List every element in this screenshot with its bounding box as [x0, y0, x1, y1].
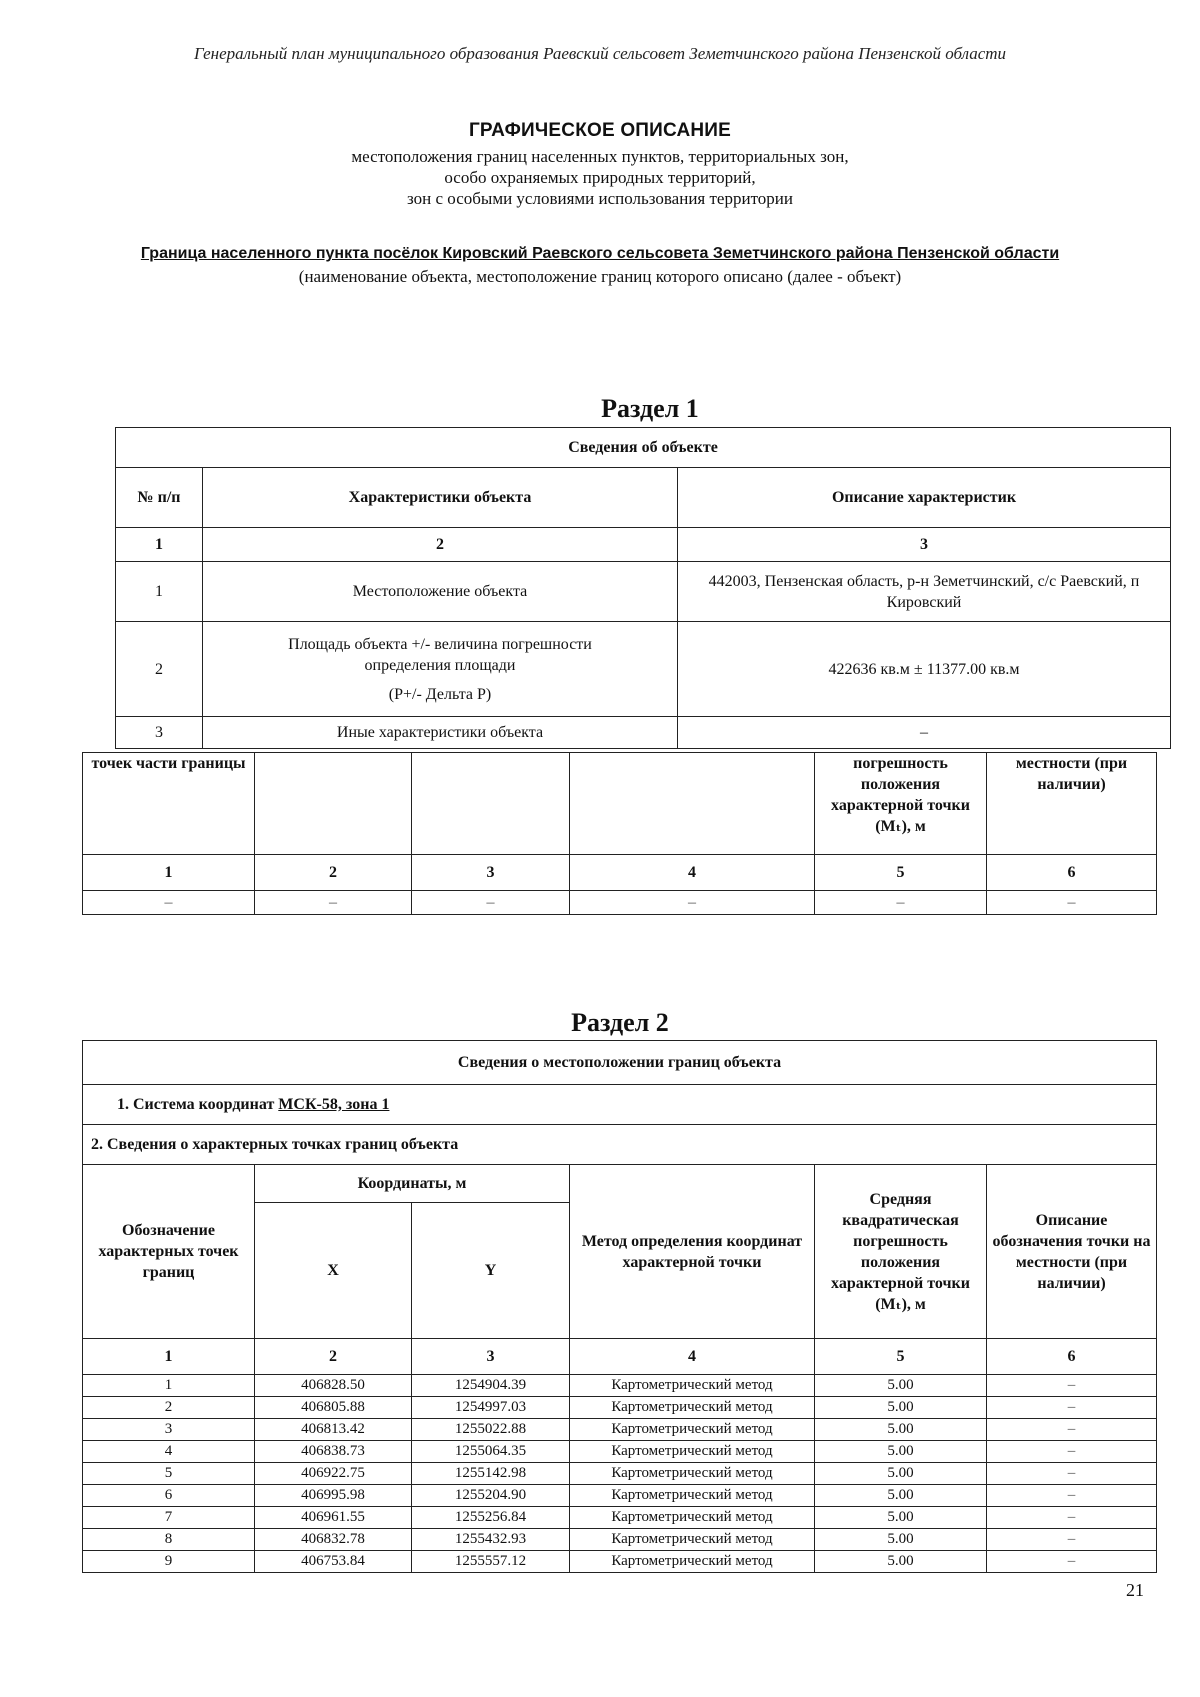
- point-y: 1255256.84: [412, 1507, 570, 1529]
- coord-system-value: МСК-58, зона 1: [278, 1096, 390, 1113]
- header-coords: Координаты, м: [255, 1165, 570, 1203]
- table-row: [83, 1397, 1157, 1419]
- header-method: Метод определения координат характерной точки: [570, 1165, 815, 1339]
- section2-title: Раздел 2: [571, 1008, 669, 1037]
- point-description: –: [987, 1419, 1157, 1441]
- table-row: [83, 1507, 1157, 1529]
- point-number: 9: [83, 1551, 255, 1573]
- point-x: 406922.75: [255, 1463, 412, 1485]
- fragment-empty-cell: [255, 753, 412, 855]
- point-x: 406995.98: [255, 1485, 412, 1507]
- fragment-col1-header: точек части границы: [83, 753, 255, 855]
- point-y: 1255022.88: [412, 1419, 570, 1441]
- table-row: [83, 1529, 1157, 1551]
- document-title: ГРАФИЧЕСКОЕ ОПИСАНИЕ: [468, 120, 732, 141]
- point-number: 3: [83, 1419, 255, 1441]
- row-characteristic: Иные характеристики объекта: [203, 717, 678, 749]
- area-line-1: Площадь объекта +/- величина погрешности: [288, 635, 592, 653]
- row-description: 422636 кв.м ± 11377.00 кв.м: [678, 622, 1171, 717]
- header-point-description: Описание обозначения точки на местности (при наличии): [987, 1165, 1157, 1339]
- header-x: X: [255, 1203, 412, 1339]
- point-y: 1255204.90: [412, 1485, 570, 1507]
- col-number: 3: [412, 1339, 570, 1375]
- section2-table: [82, 1040, 1157, 1573]
- point-x: 406838.73: [255, 1441, 412, 1463]
- col-number: 1: [116, 528, 203, 562]
- point-number: 8: [83, 1529, 255, 1551]
- point-error: 5.00: [815, 1463, 987, 1485]
- coord-system-label: 1. Система координат: [117, 1096, 275, 1113]
- point-x: 406805.88: [255, 1397, 412, 1419]
- point-error: 5.00: [815, 1485, 987, 1507]
- point-description: –: [987, 1463, 1157, 1485]
- point-description: –: [987, 1441, 1157, 1463]
- col-number: 5: [815, 855, 987, 891]
- points-body: [83, 1375, 1157, 1573]
- table-row: [83, 1419, 1157, 1441]
- fragment-empty-cell: [412, 753, 570, 855]
- section2-table-title: Сведения о местоположении границ объекта: [83, 1041, 1157, 1085]
- title-block: [0, 120, 1200, 209]
- row-num: 3: [116, 717, 203, 749]
- point-method: Картометрический метод: [570, 1551, 815, 1573]
- point-method: Картометрический метод: [570, 1507, 815, 1529]
- point-number: 1: [83, 1375, 255, 1397]
- header-characteristics: Характеристики объекта: [203, 468, 678, 528]
- col-number: 1: [83, 855, 255, 891]
- point-description: –: [987, 1375, 1157, 1397]
- table-row: [116, 717, 1171, 749]
- point-number: 7: [83, 1507, 255, 1529]
- point-description: –: [987, 1397, 1157, 1419]
- point-x: 406753.84: [255, 1551, 412, 1573]
- point-error: 5.00: [815, 1507, 987, 1529]
- dash-cell: –: [255, 891, 412, 915]
- table-row: [83, 1375, 1157, 1397]
- title-subline-3: зон с особыми условиями использования территории: [407, 189, 793, 208]
- point-x: 406832.78: [255, 1529, 412, 1551]
- point-error: 5.00: [815, 1419, 987, 1441]
- col-number: 2: [255, 855, 412, 891]
- title-subline-1: местоположения границ населенных пунктов, территориальных зон,: [351, 147, 849, 166]
- row-description: –: [678, 717, 1171, 749]
- header-error: Средняя квадратическая погрешность положения характерной точки (Mₜ), м: [815, 1165, 987, 1339]
- area-line-3: (P+/- Дельта P): [388, 685, 492, 703]
- col-number: 5: [815, 1339, 987, 1375]
- header-num: № п/п: [116, 468, 203, 528]
- fragment-col6-header: местности (при наличии): [987, 753, 1157, 855]
- section1-table-title: Сведения об объекте: [116, 428, 1171, 468]
- row-num: 1: [116, 562, 203, 622]
- point-error: 5.00: [815, 1441, 987, 1463]
- point-number: 6: [83, 1485, 255, 1507]
- point-number: 5: [83, 1463, 255, 1485]
- header-y: Y: [412, 1203, 570, 1339]
- page-number: 21: [1126, 1580, 1144, 1600]
- coord-system-row: [83, 1085, 1157, 1125]
- point-description: –: [987, 1551, 1157, 1573]
- title-subline-2: особо охраняемых природных территорий,: [444, 168, 756, 187]
- col-number: 4: [570, 855, 815, 891]
- row-num: 2: [116, 622, 203, 717]
- section1-table: [115, 427, 1171, 749]
- object-note: (наименование объекта, местоположение границ которого описано (далее - объект): [298, 267, 902, 286]
- area-line-2: определения площади: [364, 656, 516, 674]
- point-error: 5.00: [815, 1375, 987, 1397]
- row-characteristic: [203, 622, 678, 717]
- point-method: Картометрический метод: [570, 1529, 815, 1551]
- row-characteristic: Местоположение объекта: [203, 562, 678, 622]
- table-row: [83, 1551, 1157, 1573]
- point-x: 406961.55: [255, 1507, 412, 1529]
- col-number: 2: [203, 528, 678, 562]
- header-designation: Обозначение характерных точек границ: [83, 1165, 255, 1339]
- object-name: Граница населенного пункта посёлок Кировский Раевского сельсовета Земетчинского района Пензенской области: [140, 245, 1060, 262]
- point-method: Картометрический метод: [570, 1441, 815, 1463]
- points-title: 2. Сведения о характерных точках границ объекта: [83, 1125, 1157, 1165]
- point-method: Картометрический метод: [570, 1397, 815, 1419]
- point-y: 1254904.39: [412, 1375, 570, 1397]
- table-row: [116, 562, 1171, 622]
- point-number: 4: [83, 1441, 255, 1463]
- header-description: Описание характеристик: [678, 468, 1171, 528]
- section1-title: Раздел 1: [601, 394, 699, 423]
- dash-cell: –: [570, 891, 815, 915]
- point-number: 2: [83, 1397, 255, 1419]
- dash-cell: –: [412, 891, 570, 915]
- fragment-table: [82, 752, 1157, 915]
- point-y: 1255064.35: [412, 1441, 570, 1463]
- point-y: 1255432.93: [412, 1529, 570, 1551]
- fragment-empty-cell: [570, 753, 815, 855]
- table-row: [83, 1441, 1157, 1463]
- table-row: [83, 1485, 1157, 1507]
- document-header: Генеральный план муниципального образования Раевский сельсовет Земетчинского района Пензенской области: [193, 44, 1007, 63]
- point-description: –: [987, 1485, 1157, 1507]
- col-number: 6: [987, 1339, 1157, 1375]
- dash-cell: –: [83, 891, 255, 915]
- col-number: 2: [255, 1339, 412, 1375]
- point-error: 5.00: [815, 1529, 987, 1551]
- col-number: 6: [987, 855, 1157, 891]
- col-number: 3: [678, 528, 1171, 562]
- point-y: 1255557.12: [412, 1551, 570, 1573]
- col-number: 1: [83, 1339, 255, 1375]
- col-number: 4: [570, 1339, 815, 1375]
- point-y: 1255142.98: [412, 1463, 570, 1485]
- point-error: 5.00: [815, 1551, 987, 1573]
- table-row: [83, 1463, 1157, 1485]
- row-description: 442003, Пензенская область, р-н Земетчинский, с/с Раевский, п Кировский: [678, 562, 1171, 622]
- point-method: Картометрический метод: [570, 1463, 815, 1485]
- point-x: 406813.42: [255, 1419, 412, 1441]
- point-description: –: [987, 1507, 1157, 1529]
- dash-cell: –: [815, 891, 987, 915]
- point-method: Картометрический метод: [570, 1375, 815, 1397]
- col-number: 3: [412, 855, 570, 891]
- point-error: 5.00: [815, 1397, 987, 1419]
- point-y: 1254997.03: [412, 1397, 570, 1419]
- point-x: 406828.50: [255, 1375, 412, 1397]
- fragment-col5-header: погрешность положения характерной точки (Mₜ), м: [815, 753, 987, 855]
- point-description: –: [987, 1529, 1157, 1551]
- table-row: [116, 622, 1171, 717]
- point-method: Картометрический метод: [570, 1419, 815, 1441]
- dash-cell: –: [987, 891, 1157, 915]
- point-method: Картометрический метод: [570, 1485, 815, 1507]
